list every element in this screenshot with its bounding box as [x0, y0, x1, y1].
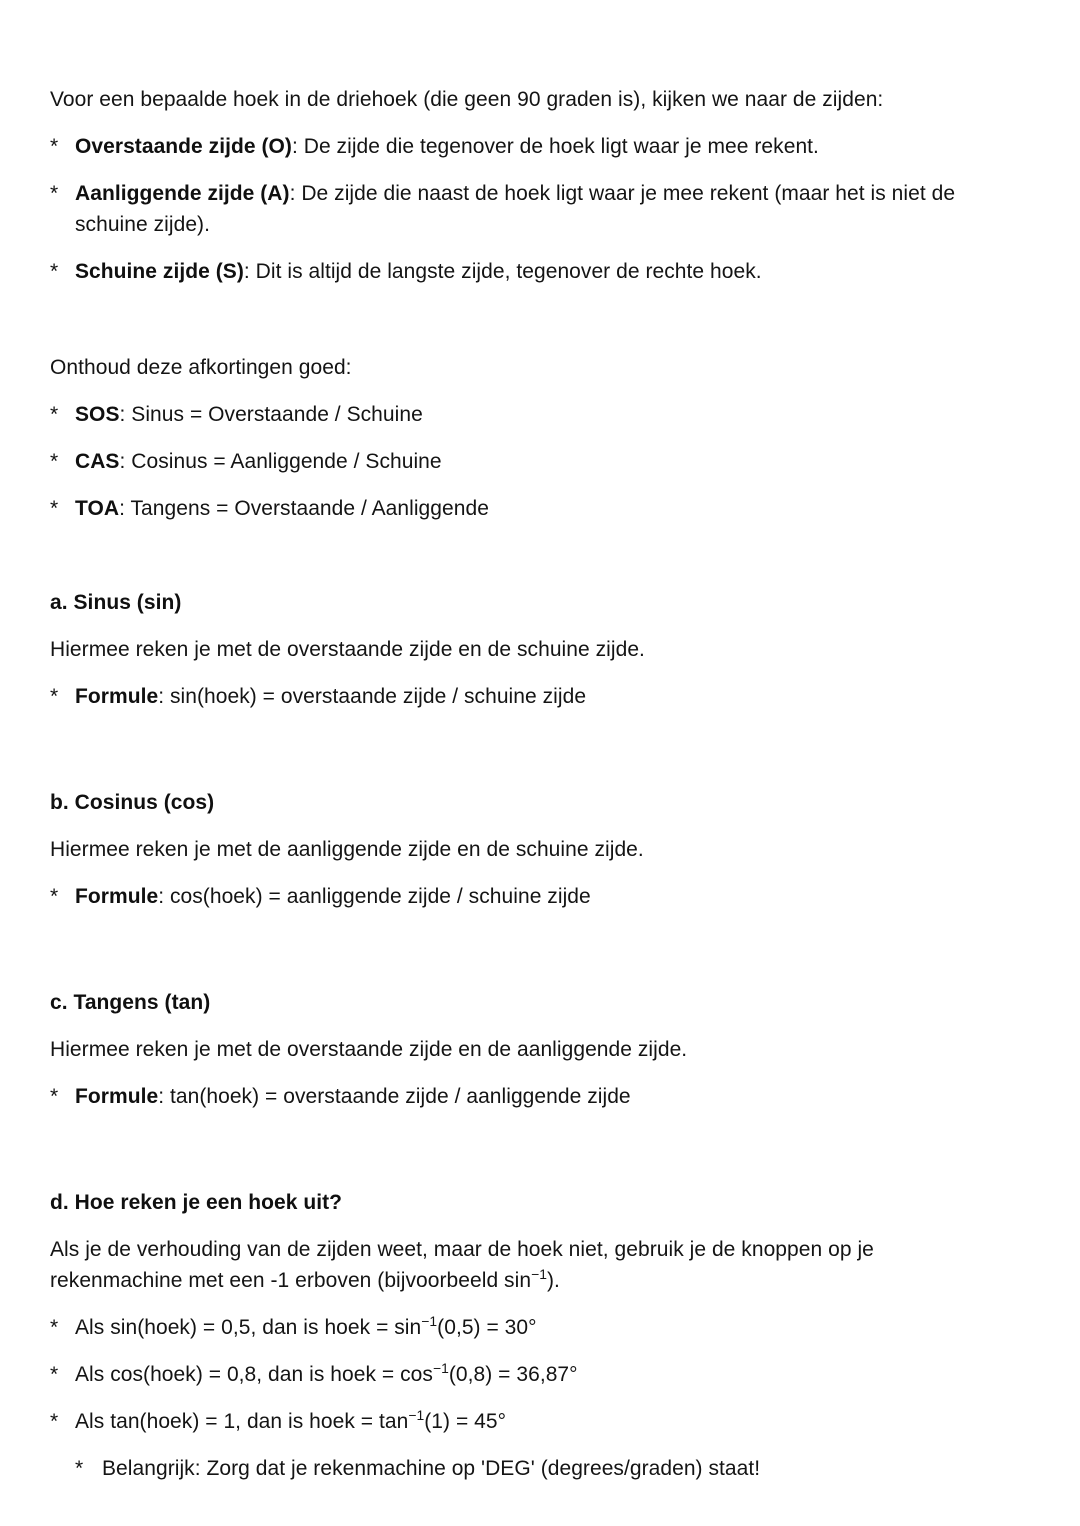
example-suffix: (0,8) = 36,87° [448, 1363, 578, 1386]
section-heading: d. Hoe reken je een hoek uit? [50, 1191, 343, 1214]
term-description: Dit is altijd de langste zijde, tegenover de rechte hoek. [249, 260, 762, 283]
sides-list [50, 131, 1030, 287]
spacer [50, 618, 1030, 634]
bullet-marker: * [50, 685, 59, 708]
formula-expression: sin(hoek) = overstaande zijde / schuine zijde [164, 685, 587, 708]
spacer [50, 383, 1030, 399]
spacer [50, 818, 1030, 834]
spacer [50, 1296, 1030, 1312]
spacer [50, 287, 1030, 352]
term-label: Overstaande zijde (O) [75, 135, 292, 158]
list-item [50, 1312, 1030, 1343]
spacer [50, 477, 1030, 493]
mnemonic-label: SOS [75, 403, 120, 426]
mnemonic-label: TOA [75, 497, 120, 520]
formula-separator: : [158, 1085, 165, 1108]
formula-label: Formule [75, 1085, 159, 1108]
formula-separator: : [158, 885, 165, 908]
term-separator: : [291, 135, 298, 158]
section-body: Hiermee reken je met de overstaande zijde en de schuine zijde. [50, 638, 645, 661]
example-superscript: −1 [408, 1407, 425, 1423]
example-text [75, 1312, 1030, 1343]
list-item [50, 399, 1030, 430]
formula-expression: tan(hoek) = overstaande zijde / aanliggende zijde [164, 1085, 631, 1108]
section-cosinus [50, 787, 1030, 912]
intro-paragraph: Voor een bepaalde hoek in de driehoek (die geen 90 graden is), kijken we naar de zijden: [50, 88, 884, 111]
list-item-text [75, 256, 1030, 287]
bullet-marker: * [50, 403, 59, 426]
bullet-marker: * [50, 182, 59, 205]
example-superscript: −1 [432, 1360, 449, 1376]
section-heading: b. Cosinus (cos) [50, 791, 215, 814]
spacer [50, 1018, 1030, 1034]
formula-text-row [75, 681, 1030, 712]
mnemonic-description: Sinus = Overstaande / Schuine [125, 403, 423, 426]
section-body: Hiermee reken je met de aanliggende zijde en de schuine zijde. [50, 838, 644, 861]
mnemonic-separator: : [119, 403, 126, 426]
list-item [50, 1406, 1030, 1437]
example-text [75, 1359, 1030, 1390]
term-separator: : [243, 260, 250, 283]
mnemonic-description: Tangens = Overstaande / Aanliggende [125, 497, 489, 520]
term-label: Aanliggende zijde (A) [75, 182, 290, 205]
formula-label: Formule [75, 685, 159, 708]
spacer [50, 1343, 1030, 1359]
bullet-marker: * [50, 450, 59, 473]
list-item [50, 178, 1030, 240]
list-item [50, 493, 1030, 524]
mnemonic-description: Cosinus = Aanliggende / Schuine [125, 450, 442, 473]
spacer [50, 665, 1030, 681]
spacer [50, 1065, 1030, 1081]
bullet-marker: * [50, 135, 59, 158]
example-suffix: (0,5) = 30° [437, 1316, 537, 1339]
list-item-text [75, 399, 1030, 430]
section-tangens [50, 987, 1030, 1112]
angle-examples-list [50, 1312, 1030, 1484]
spacer [50, 240, 1030, 256]
formula-text-row [75, 1081, 1030, 1112]
term-description: De zijde die naast de hoek ligt waar je mee rekent (maar het is niet de schuine zijde). [75, 182, 956, 236]
list-item-text [75, 131, 1030, 162]
formula-label: Formule [75, 885, 159, 908]
list-item [50, 1359, 1030, 1390]
mnemonic-separator: : [119, 450, 126, 473]
example-suffix: (1) = 45° [424, 1410, 507, 1433]
section-angle-calculation [50, 1187, 1030, 1484]
bullet-marker: * [50, 885, 59, 908]
mnemonic-intro-paragraph: Onthoud deze afkortingen goed: [50, 356, 352, 379]
example-prefix: Als cos(hoek) = 0,8, dan is hoek = cos [75, 1363, 433, 1386]
list-item-text [75, 493, 1030, 524]
bullet-marker: * [50, 1410, 59, 1433]
formula-item [50, 1081, 1030, 1112]
spacer [50, 430, 1030, 446]
section-body: Hiermee reken je met de overstaande zijde en de aanliggende zijde. [50, 1038, 688, 1061]
spacer [50, 1390, 1030, 1406]
spacer [50, 865, 1030, 881]
note-text: Belangrijk: Zorg dat je rekenmachine op 'DEG' (degrees/graden) staat! [102, 1457, 761, 1480]
mnemonic-label: CAS [75, 450, 120, 473]
example-prefix: Als sin(hoek) = 0,5, dan is hoek = sin [75, 1316, 422, 1339]
example-text [75, 1406, 1030, 1437]
spacer [50, 1112, 1030, 1171]
spacer [50, 1218, 1030, 1234]
spacer [50, 1171, 1030, 1187]
example-superscript: −1 [421, 1313, 438, 1329]
list-item-text [75, 178, 1030, 240]
term-label: Schuine zijde (S) [75, 260, 244, 283]
formula-separator: : [158, 685, 165, 708]
formula-expression: cos(hoek) = aanliggende zijde / schuine zijde [164, 885, 591, 908]
list-item [50, 446, 1030, 477]
bullet-marker: * [50, 497, 59, 520]
mnemonics-list [50, 399, 1030, 524]
formula-text-row [75, 881, 1030, 912]
spacer [50, 771, 1030, 787]
bullet-marker: * [75, 1457, 84, 1480]
section-sinus [50, 587, 1030, 712]
angle-body-paragraph [50, 1234, 1012, 1296]
section-heading: a. Sinus (sin) [50, 591, 182, 614]
angle-body-part1: Als je de verhouding van de zijden weet, maar de hoek niet, gebruik je de knoppen op je rekenmachine met een -1 erboven (bijvoorbeeld sin [50, 1238, 874, 1292]
spacer [50, 162, 1030, 178]
formula-item [50, 681, 1030, 712]
bullet-marker: * [50, 1316, 59, 1339]
example-prefix: Als tan(hoek) = 1, dan is hoek = tan [75, 1410, 409, 1433]
section-heading: c. Tangens (tan) [50, 991, 211, 1014]
term-description: De zijde die tegenover de hoek ligt waar je mee rekent. [297, 135, 819, 158]
list-item [50, 131, 1030, 162]
list-item-text [75, 446, 1030, 477]
spacer [50, 115, 1030, 131]
spacer [50, 1437, 1030, 1453]
bullet-marker: * [50, 1363, 59, 1386]
spacer [50, 712, 1030, 771]
term-separator: : [289, 182, 296, 205]
bullet-marker: * [50, 260, 59, 283]
angle-body-superscript: −1 [531, 1266, 547, 1282]
mnemonic-separator: : [119, 497, 125, 520]
formula-item [50, 881, 1030, 912]
list-item [50, 256, 1030, 287]
document-body [50, 84, 1030, 1484]
spacer [50, 524, 1030, 587]
angle-body-part2: ). [546, 1269, 560, 1292]
bullet-marker: * [50, 1085, 59, 1108]
nested-list-item [50, 1453, 1030, 1484]
spacer [50, 912, 1030, 971]
spacer [50, 971, 1030, 987]
